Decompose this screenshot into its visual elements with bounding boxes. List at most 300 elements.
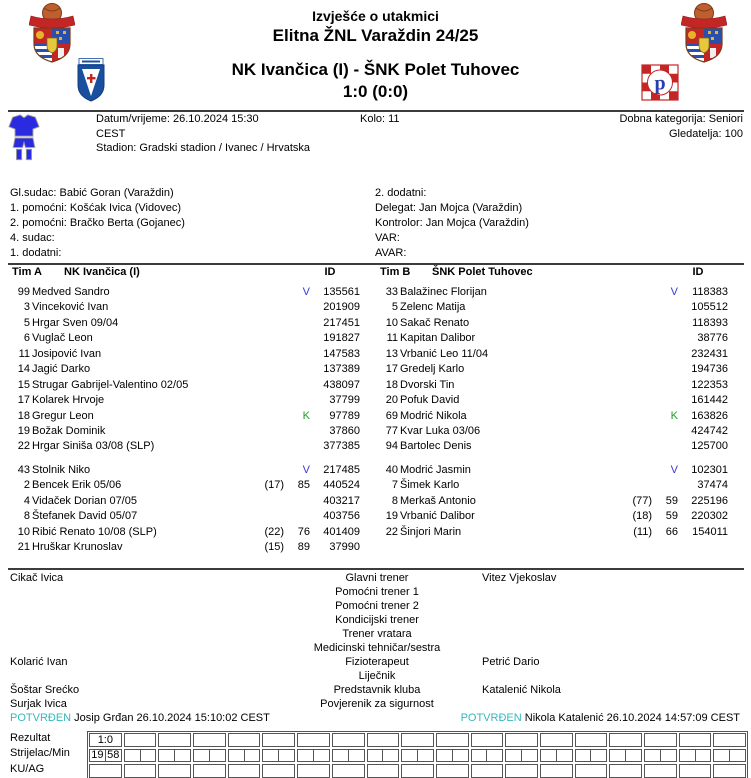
scorer-number — [576, 750, 591, 762]
results-row-label: KU/AG — [10, 762, 45, 775]
sub-out-number — [622, 348, 652, 363]
player-number: 77 — [385, 424, 398, 437]
scorer-cell — [471, 749, 504, 763]
player-name: Vinceković Ivan — [32, 301, 109, 314]
player-row — [8, 286, 366, 301]
scorer-number — [506, 750, 521, 762]
team-b-table — [376, 266, 734, 556]
player-row — [376, 301, 734, 316]
result-cell — [124, 733, 157, 747]
away-confirmer: Nikola Katalenić 26.10.2024 14:57:09 CEST — [521, 712, 740, 724]
player-id: 37990 — [329, 541, 360, 553]
player-name: Modrić Jasmin — [400, 463, 471, 476]
scorer-cell — [609, 749, 642, 763]
player-name: Kvar Luka 03/06 — [400, 424, 481, 437]
player-row — [376, 317, 734, 332]
player-name: Medved Sandro — [32, 286, 110, 298]
player-name: Jagić Darko — [32, 363, 91, 376]
player-number: 69 — [385, 409, 398, 422]
player-row — [376, 425, 734, 440]
scorer-number — [610, 750, 625, 762]
player-id: 37799 — [329, 394, 360, 407]
sub-out-number — [622, 440, 652, 455]
lineups-section — [8, 266, 734, 556]
team-a-name: NK Ivančica (I) — [64, 266, 140, 278]
scorer-number — [229, 750, 244, 762]
result-cell — [262, 733, 295, 747]
away-staff-name — [462, 670, 743, 684]
player-name: Gredelj Karlo — [400, 363, 465, 376]
player-id: 194736 — [691, 363, 728, 376]
home-staff-name: Kolarić Ivan — [10, 656, 68, 668]
player-row — [8, 348, 366, 363]
sub-out-number — [622, 425, 652, 440]
staff-row — [8, 600, 743, 614]
staff-row — [8, 684, 743, 698]
player-number: 10 — [17, 525, 30, 538]
home-staff-name: Cikač Ivica — [10, 572, 64, 584]
sub-out-number — [622, 410, 652, 425]
player-number: 18 — [385, 378, 398, 391]
player-id: 161442 — [691, 394, 728, 407]
player-id: 403217 — [323, 494, 360, 507]
staff-role-label: Medicinski tehničar/sestra — [313, 642, 441, 654]
captain-badge-or-minute: 59 — [665, 510, 678, 523]
player-id: 118383 — [692, 286, 728, 298]
kuag-cell — [505, 764, 538, 778]
captain-badge-or-minute — [652, 348, 678, 363]
goal-minute — [313, 750, 329, 762]
player-row — [376, 394, 734, 409]
player-number: 14 — [17, 363, 30, 376]
player-name: Vrbanić Dalibor — [400, 510, 475, 523]
captain-badge-or-minute — [652, 332, 678, 347]
player-name: Štefanek David 05/07 — [32, 510, 138, 523]
sub-out-number — [254, 410, 284, 425]
away-confirmation — [461, 712, 740, 724]
home-staff-name — [8, 642, 292, 656]
sub-out-number — [254, 464, 284, 479]
team-b-label: Tim B — [380, 266, 411, 278]
player-number: 11 — [386, 332, 398, 345]
scorer-number — [194, 750, 209, 762]
player-name: Kolarek Hrvoje — [32, 394, 105, 407]
staff-role-label: Povjerenik za sigurnost — [320, 698, 434, 710]
official-entry: Delegat: Jan Mojca (Varaždin) — [375, 202, 523, 214]
goal-minute — [278, 750, 294, 762]
scorer-number — [437, 750, 452, 762]
captain-badge-or-minute — [652, 479, 678, 494]
spacer — [8, 456, 366, 464]
captain-badge-or-minute: V — [302, 286, 310, 298]
player-id: 118393 — [692, 316, 728, 329]
player-row — [376, 379, 734, 394]
player-name: Hrgar Siniša 03/08 (SLP) — [32, 440, 155, 453]
player-id: 105512 — [691, 301, 728, 314]
sub-out-number: (11) — [633, 525, 652, 538]
player-number: 10 — [385, 316, 398, 329]
result-cell — [297, 733, 330, 747]
home-staff-name — [8, 670, 292, 684]
captain-badge-or-minute — [652, 440, 678, 455]
goal-minute — [382, 750, 398, 762]
sub-out-number — [254, 394, 284, 409]
report-title: Izvješće o utakmici — [312, 8, 439, 24]
player-row — [8, 317, 366, 332]
staff-row — [8, 614, 743, 628]
player-id: 97789 — [329, 409, 360, 422]
player-row — [8, 379, 366, 394]
player-row — [376, 363, 734, 378]
kuag-cell — [679, 764, 712, 778]
home-staff-name: Surjak Ivica — [10, 698, 67, 710]
goal-minute — [729, 750, 745, 762]
sub-out-number — [622, 464, 652, 479]
goal-minute — [556, 750, 572, 762]
attendance: Gledatelja: 100 — [669, 127, 743, 140]
kuag-cell — [644, 764, 677, 778]
player-number: 4 — [23, 494, 30, 507]
spacer — [376, 456, 734, 464]
confirmed-status: POTVRĐEN — [10, 712, 72, 724]
sub-out-number — [254, 286, 284, 301]
match-info-section — [8, 112, 743, 167]
player-number: 22 — [385, 525, 398, 538]
captain-badge-or-minute: 76 — [297, 525, 310, 538]
substitute-row — [8, 495, 366, 510]
captain-badge-or-minute — [284, 510, 310, 525]
captain-badge-or-minute: 59 — [665, 494, 678, 507]
player-number: 8 — [23, 510, 30, 523]
substitute-row — [8, 541, 366, 556]
kuag-cell — [262, 764, 295, 778]
substitute-row — [8, 479, 366, 494]
staff-role-label: Kondicijski trener — [335, 614, 419, 626]
team-a-table — [8, 266, 366, 556]
kuag-cell — [367, 764, 400, 778]
scorer-minute-row — [89, 749, 746, 763]
staff-row — [8, 642, 743, 656]
kuag-cell — [124, 764, 157, 778]
sub-out-number — [254, 510, 284, 525]
kuag-cell — [540, 764, 573, 778]
scorer-cell — [332, 749, 365, 763]
captain-badge-or-minute: 85 — [297, 479, 310, 492]
result-row — [89, 733, 746, 747]
scorer-cell — [193, 749, 226, 763]
kuag-cell — [471, 764, 504, 778]
sub-out-number — [254, 379, 284, 394]
kuag-cell — [89, 764, 122, 778]
player-id: 225196 — [691, 494, 728, 507]
player-id: 220302 — [691, 510, 728, 523]
player-number: 15 — [17, 378, 30, 391]
scorer-cell — [679, 749, 712, 763]
player-name: Balažinec Florijan — [400, 286, 487, 298]
home-staff-name — [8, 600, 292, 614]
captain-badge-or-minute: V — [670, 463, 678, 476]
sub-out-number — [622, 286, 652, 301]
player-row — [8, 332, 366, 347]
captain-badge-or-minute — [284, 425, 310, 440]
player-name: Vidaček Dorian 07/05 — [32, 494, 137, 507]
scorer-cell — [158, 749, 191, 763]
player-number: 6 — [23, 332, 30, 345]
player-name: Modrić Nikola — [400, 409, 467, 422]
official-entry: 1. pomoćni: Košćak Ivica (Vidovec) — [10, 202, 181, 214]
results-row-label: Strijelac/Min — [10, 747, 70, 760]
player-row — [8, 394, 366, 409]
captain-badge-or-minute — [284, 440, 310, 455]
captain-badge-or-minute — [284, 332, 310, 347]
away-staff-name — [462, 642, 743, 656]
result-cell — [679, 733, 712, 747]
home-staff-name — [8, 586, 292, 600]
officials-section — [10, 186, 740, 261]
sub-out-number — [622, 332, 652, 347]
player-id: 401409 — [323, 525, 360, 538]
kuag-cell — [332, 764, 365, 778]
captain-badge-or-minute — [284, 495, 310, 510]
scorer-cell — [401, 749, 434, 763]
player-id: 37474 — [697, 479, 728, 492]
staff-row — [8, 670, 743, 684]
player-name: Bartolec Denis — [400, 440, 472, 453]
results-grid — [87, 731, 748, 778]
kuag-cell — [609, 764, 642, 778]
result-cell — [332, 733, 365, 747]
home-staff-name — [8, 614, 292, 628]
scorer-number — [645, 750, 660, 762]
county-crest-icon — [681, 2, 727, 67]
away-staff-name — [462, 698, 743, 712]
away-staff-name — [462, 628, 743, 642]
away-staff-name — [462, 600, 743, 614]
result-cell: 1:0 — [89, 733, 122, 747]
confirmed-status: POTVRĐEN — [460, 712, 522, 724]
result-cell — [713, 733, 746, 747]
captain-badge-or-minute — [652, 363, 678, 378]
match-score: 1:0 (0:0) — [342, 82, 409, 101]
competition-title: Elitna ŽNL Varaždin 24/25 — [272, 26, 479, 45]
player-id: 424742 — [691, 424, 728, 437]
blue-kit-icon — [8, 112, 44, 167]
staff-role-label: Trener vratara — [342, 628, 412, 640]
svg-text:p: p — [654, 72, 666, 95]
official-entry: 1. dodatni: — [10, 247, 62, 259]
sub-out-number — [622, 479, 652, 494]
result-cell — [644, 733, 677, 747]
goal-minute — [452, 750, 468, 762]
scorer-cell — [505, 749, 538, 763]
staff-row — [8, 586, 743, 600]
captain-badge-or-minute — [284, 379, 310, 394]
away-staff-name: Vitez Vjekoslav — [482, 572, 557, 584]
player-number: 99 — [17, 286, 30, 298]
player-name: Stolnik Niko — [32, 463, 91, 476]
result-cell — [540, 733, 573, 747]
player-id: 377385 — [323, 440, 360, 453]
captain-badge-or-minute: V — [670, 286, 678, 298]
player-row — [8, 410, 366, 425]
player-row — [376, 332, 734, 347]
scorer-cell — [297, 749, 330, 763]
away-staff-name — [462, 586, 743, 600]
id-column-header: ID — [692, 266, 704, 278]
player-id: 125700 — [691, 440, 728, 453]
player-name: Pofuk David — [400, 394, 460, 407]
away-club-badge-icon — [641, 64, 679, 104]
scorer-number: 19 — [91, 749, 104, 762]
player-number: 40 — [385, 463, 398, 476]
scorer-cell — [367, 749, 400, 763]
sub-out-number — [622, 363, 652, 378]
player-id: 137389 — [323, 363, 360, 376]
player-number: 2 — [23, 479, 30, 492]
player-number: 33 — [385, 286, 398, 298]
player-number: 3 — [23, 301, 30, 314]
player-name: Dvorski Tin — [400, 378, 455, 391]
staff-role-label: Liječnik — [358, 670, 396, 682]
scorer-number — [368, 750, 383, 762]
player-number: 20 — [385, 394, 398, 407]
sub-out-number — [254, 495, 284, 510]
substitute-row — [376, 510, 734, 525]
sub-out-number — [254, 317, 284, 332]
report-header — [0, 0, 751, 102]
player-id: 232431 — [691, 347, 728, 360]
divider — [8, 263, 744, 265]
result-cell — [575, 733, 608, 747]
age-category: Dobna kategorija: Seniori — [619, 113, 743, 125]
player-number: 21 — [17, 541, 30, 553]
player-row — [8, 440, 366, 455]
staff-role-label: Pomoćni trener 2 — [335, 600, 419, 612]
kuag-cell — [575, 764, 608, 778]
player-id: 38776 — [697, 332, 728, 345]
goal-minute — [417, 750, 433, 762]
player-number: 5 — [23, 316, 30, 329]
staff-role-label: Fizioterapeut — [345, 656, 409, 668]
player-id: 163826 — [691, 409, 728, 422]
kuag-row — [89, 764, 746, 778]
player-row — [376, 286, 734, 301]
sub-out-number: (17) — [264, 479, 284, 492]
away-staff-name: Katalenić Nikola — [482, 684, 561, 696]
kuag-cell — [713, 764, 746, 778]
goal-minute — [660, 750, 676, 762]
staff-row — [8, 572, 743, 586]
match-title: NK Ivančica (I) - ŠNK Polet Tuhovec — [231, 60, 520, 79]
staff-role-label: Pomoćni trener 1 — [335, 586, 419, 598]
official-entry: VAR: — [375, 232, 400, 244]
scorer-number — [541, 750, 556, 762]
player-row — [8, 363, 366, 378]
sub-out-number — [254, 301, 284, 316]
result-cell — [505, 733, 538, 747]
substitute-row — [8, 526, 366, 541]
player-number: 13 — [385, 347, 398, 360]
home-confirmer: Josip Grđan 26.10.2024 15:10:02 CEST — [71, 712, 270, 724]
result-cell — [193, 733, 226, 747]
player-number: 7 — [391, 479, 398, 492]
staff-row — [8, 698, 743, 712]
player-id: 440524 — [323, 479, 360, 492]
scorer-number — [333, 750, 348, 762]
staff-row — [8, 628, 743, 642]
kuag-cell — [158, 764, 191, 778]
kuag-cell — [228, 764, 261, 778]
scorer-cell — [262, 749, 295, 763]
player-id: 147583 — [323, 347, 360, 360]
substitute-row — [8, 464, 366, 479]
substitute-row — [8, 510, 366, 525]
captain-badge-or-minute — [284, 363, 310, 378]
captain-badge-or-minute — [652, 317, 678, 332]
home-confirmation — [10, 712, 270, 724]
sub-out-number — [622, 317, 652, 332]
player-row — [376, 440, 734, 455]
goal-minute — [590, 750, 606, 762]
scorer-cell — [644, 749, 677, 763]
sub-out-number: (18) — [632, 510, 652, 523]
confirmation-row — [10, 712, 740, 724]
scorer-cell — [436, 749, 469, 763]
goal-minute — [174, 750, 190, 762]
team-b-name: ŠNK Polet Tuhovec — [432, 266, 533, 278]
sub-out-number — [254, 440, 284, 455]
captain-badge-or-minute — [284, 348, 310, 363]
player-name: Ribić Renato 10/08 (SLP) — [32, 525, 157, 538]
goal-minute — [486, 750, 502, 762]
goal-minute — [348, 750, 364, 762]
goal-minute — [140, 750, 156, 762]
captain-badge-or-minute: 66 — [665, 525, 678, 538]
scorer-number — [472, 750, 487, 762]
staff-row — [8, 656, 743, 670]
captain-badge-or-minute — [284, 301, 310, 316]
sub-out-number — [254, 348, 284, 363]
result-cell — [401, 733, 434, 747]
stadium: Stadion: Gradski stadion / Ivanec / Hrvatska — [96, 142, 310, 154]
player-id: 37860 — [329, 424, 360, 437]
player-name: Merkaš Antonio — [400, 494, 476, 507]
player-row — [8, 425, 366, 440]
round: Kolo: 11 — [360, 113, 400, 125]
sub-out-number — [254, 332, 284, 347]
player-id: 201909 — [323, 301, 360, 314]
kuag-cell — [193, 764, 226, 778]
goal-minute — [625, 750, 641, 762]
captain-badge-or-minute — [652, 394, 678, 409]
result-cell — [158, 733, 191, 747]
player-id: 191827 — [323, 332, 360, 345]
player-id: 154011 — [692, 525, 728, 538]
player-number: 8 — [391, 494, 398, 507]
player-id: 102301 — [691, 463, 728, 476]
result-cell — [367, 733, 400, 747]
player-id: 403756 — [323, 510, 360, 523]
goal-minute — [244, 750, 260, 762]
captain-badge-or-minute: K — [670, 409, 678, 422]
player-name: Kapitan Dalibor — [400, 332, 476, 345]
player-row — [376, 348, 734, 363]
sub-out-number — [622, 379, 652, 394]
substitute-row — [376, 526, 734, 541]
official-entry: 4. sudac: — [10, 232, 55, 244]
substitute-row — [376, 479, 734, 494]
official-entry: AVAR: — [375, 247, 407, 259]
